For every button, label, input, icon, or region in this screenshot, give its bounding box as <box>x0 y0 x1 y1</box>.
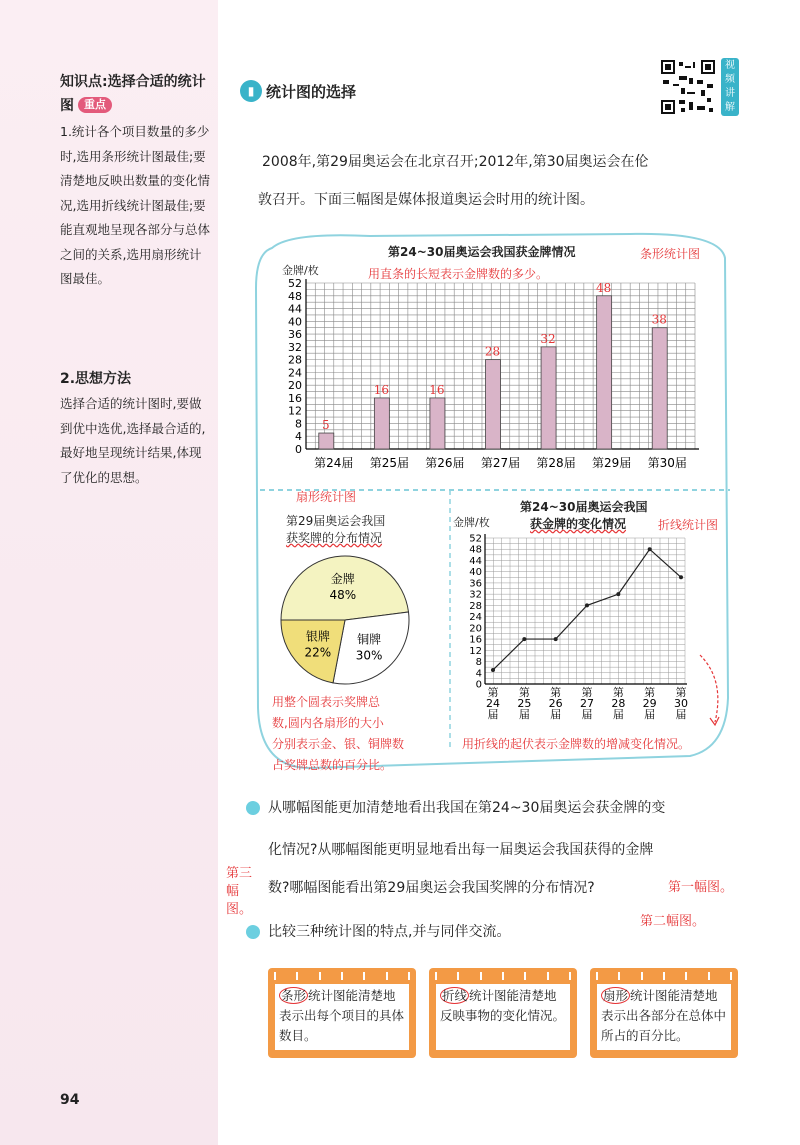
pie-slice-label: 铜牌 <box>357 632 382 647</box>
question-bullet-2 <box>246 925 260 939</box>
line-y-tick: 48 <box>469 544 482 556</box>
page-number: 94 <box>60 1092 80 1108</box>
pie-explain-3: 分别表示金、银、铜牌数 <box>272 737 405 751</box>
bar-value-label: 28 <box>484 344 501 359</box>
line-title-2: 获金牌的变化情况 <box>530 517 627 531</box>
intro-line-2: 敦召开。下面三幅图是媒体报道奥运会时用的统计图。 <box>258 192 594 208</box>
line-x-tick: 第 28 届 <box>611 686 626 721</box>
line-x-tick: 第 26 届 <box>548 686 563 721</box>
card-bar-text: 统计图能清楚地表示出每个项目的具体数目。 <box>279 988 405 1043</box>
pie-slice-label: 银牌 <box>305 629 330 644</box>
bar-value-label: 16 <box>429 382 445 397</box>
bar-value-label: 48 <box>596 280 612 295</box>
bar-y-tick: 40 <box>288 315 302 329</box>
line-y-tick: 4 <box>475 668 482 680</box>
line-explain-note: 用折线的起伏表示金牌数的增减变化情况。 <box>462 737 691 751</box>
card-pie-key: 扇形 <box>603 988 629 1003</box>
answer-second: 第二幅图。 <box>640 914 706 929</box>
question-2: 比较三种统计图的特点,并与同伴交流。 <box>268 924 511 940</box>
bar-y-tick: 48 <box>288 289 302 303</box>
pie-explain-4: 占奖牌总数的百分比。 <box>272 758 393 772</box>
line-y-tick: 44 <box>469 555 482 567</box>
line-point <box>585 603 589 607</box>
bar <box>652 328 667 449</box>
pie-slice-percent: 48% <box>329 587 357 602</box>
line-y-tick: 40 <box>469 567 482 579</box>
bar-value-label: 38 <box>651 312 667 327</box>
question-bullet-1 <box>246 801 260 815</box>
bar-x-tick: 第24届 <box>314 456 354 470</box>
answer-first: 第一幅图。 <box>668 880 734 895</box>
bar-x-tick: 第28届 <box>536 456 576 470</box>
line-y-tick: 52 <box>469 533 482 545</box>
bar-y-tick: 28 <box>288 353 302 367</box>
sidebar-heading-2: 2.思想方法 <box>60 371 132 387</box>
pie-type-note: 扇形统计图 <box>296 490 357 504</box>
bar-y-tick: 44 <box>288 302 302 316</box>
line-point <box>554 637 558 641</box>
pie-slice-label: 金牌 <box>330 571 355 586</box>
pie-explain-1: 用整个圆表示奖牌总 <box>272 695 381 709</box>
bar-x-tick: 第30届 <box>647 456 687 470</box>
line-y-tick: 24 <box>469 612 482 624</box>
qr-code-icon[interactable] <box>659 58 717 116</box>
bar-y-tick: 32 <box>288 340 302 354</box>
bar-ylabel: 金牌/枚 <box>282 264 319 277</box>
line-title-1: 第24~30届奥运会我国 <box>520 500 648 514</box>
sidebar-point-2: 选择合适的统计图时,要做到优中选优,选择最合适的,最好地呈现统计结果,体现了优化的思想。 <box>60 396 206 485</box>
bar <box>541 347 556 449</box>
pie-explain-2: 数,圆内各扇形的大小 <box>272 716 384 730</box>
line-y-tick: 28 <box>469 600 482 612</box>
pie-explain-note <box>272 692 452 776</box>
line-point <box>491 668 495 672</box>
bar-y-tick: 52 <box>288 277 302 290</box>
card-bar-key: 条形 <box>281 988 307 1003</box>
bar-y-tick: 0 <box>295 443 302 456</box>
line-x-tick: 第 27 届 <box>580 686 594 721</box>
bar-x-tick: 第29届 <box>592 456 632 470</box>
pie-slice-percent: 22% <box>304 645 332 660</box>
bar-y-tick: 36 <box>288 328 302 342</box>
line-point <box>522 637 526 641</box>
bar-y-tick: 24 <box>288 366 302 380</box>
bar-chart <box>280 275 710 475</box>
key-point-badge: 重点 <box>78 97 112 113</box>
sidebar-title: 知识点:选择合适的统计图 重点 <box>60 74 206 114</box>
bar-y-tick: 12 <box>288 404 302 418</box>
bar-y-tick: 4 <box>295 430 302 444</box>
bar <box>597 296 612 449</box>
line-series <box>493 549 681 670</box>
card-line-text: 统计图能清楚地反映事物的变化情况。 <box>440 988 566 1023</box>
bar-x-tick: 第25届 <box>369 456 409 470</box>
line-type-note: 折线统计图 <box>658 518 719 532</box>
bar <box>319 433 334 449</box>
question-1-line-1: 从哪幅图能更加清楚地看出我国在第24~30届奥运会获金牌的变 <box>268 800 666 816</box>
bar-value-label: 16 <box>373 382 389 397</box>
bar <box>486 360 501 449</box>
bar-chart-title: 第24~30届奥运会我国获金牌情况 <box>388 245 576 259</box>
pie-title-2: 获奖牌的分布情况 <box>286 531 383 545</box>
line-y-tick: 0 <box>475 679 482 691</box>
bar-y-tick: 16 <box>288 391 302 405</box>
card-line <box>429 968 577 1058</box>
card-pie-text: 统计图能清楚地表示出各部分在总体中所占的百分比。 <box>601 988 727 1043</box>
card-pie <box>590 968 738 1058</box>
answer-third: 第三幅图。 <box>226 866 253 917</box>
bar-explain-note: 用直条的长短表示金牌数的多少。 <box>368 267 549 281</box>
section-title-text: 统计图的选择 <box>266 82 357 101</box>
pie-chart <box>270 552 430 692</box>
question-1-line-2: 化情况?从哪幅图能更明显地看出每一届奥运会我国获得的金牌 <box>268 842 654 858</box>
line-y-tick: 16 <box>469 634 482 646</box>
line-x-tick: 第 25 届 <box>517 686 532 721</box>
line-x-tick: 第 29 届 <box>642 686 657 721</box>
line-y-tick: 20 <box>469 623 482 635</box>
line-y-tick: 12 <box>469 645 482 657</box>
bar-value-label: 5 <box>321 418 330 433</box>
video-explain-label[interactable]: 视频讲解 <box>721 58 739 116</box>
line-point <box>616 592 620 596</box>
bar-value-label: 32 <box>540 331 556 346</box>
line-point <box>648 547 652 551</box>
bar-y-tick: 8 <box>295 417 302 431</box>
bar-type-note: 条形统计图 <box>640 247 701 261</box>
line-y-tick: 36 <box>469 578 482 590</box>
bar-y-tick: 20 <box>288 379 302 393</box>
line-chart <box>455 530 715 730</box>
line-y-tick: 32 <box>469 589 482 601</box>
line-y-tick: 8 <box>475 657 482 669</box>
pie-title-1: 第29届奥运会我国 <box>286 514 386 528</box>
line-point <box>679 575 683 579</box>
bar-x-tick: 第26届 <box>425 456 465 470</box>
line-x-tick: 第 24 届 <box>486 686 500 721</box>
line-x-tick: 第 30 届 <box>674 686 688 721</box>
line-ylabel: 金牌/枚 <box>453 516 490 529</box>
bar-x-tick: 第27届 <box>480 456 521 470</box>
section-title <box>240 80 356 102</box>
line-note-arrow <box>690 650 730 730</box>
book-icon: ▮ <box>240 80 262 102</box>
question-1-line-3: 数?哪幅图能看出第29届奥运会我国奖牌的分布情况? <box>268 880 595 896</box>
card-bar <box>268 968 416 1058</box>
pie-slice-percent: 30% <box>355 648 383 663</box>
card-line-key: 折线 <box>442 988 468 1003</box>
sidebar-point-1: 1.统计各个项目数量的多少时,选用条形统计图最佳;要清楚地反映出数量的变化情况,选用折线统计图最佳;要能直观地呈现各部分与总体之间的关系,选用扇形统计图最佳。 <box>60 124 211 286</box>
bar <box>430 398 445 449</box>
intro-line-1: 2008年,第29届奥运会在北京召开;2012年,第30届奥运会在伦 <box>262 154 649 170</box>
bar <box>374 398 389 449</box>
